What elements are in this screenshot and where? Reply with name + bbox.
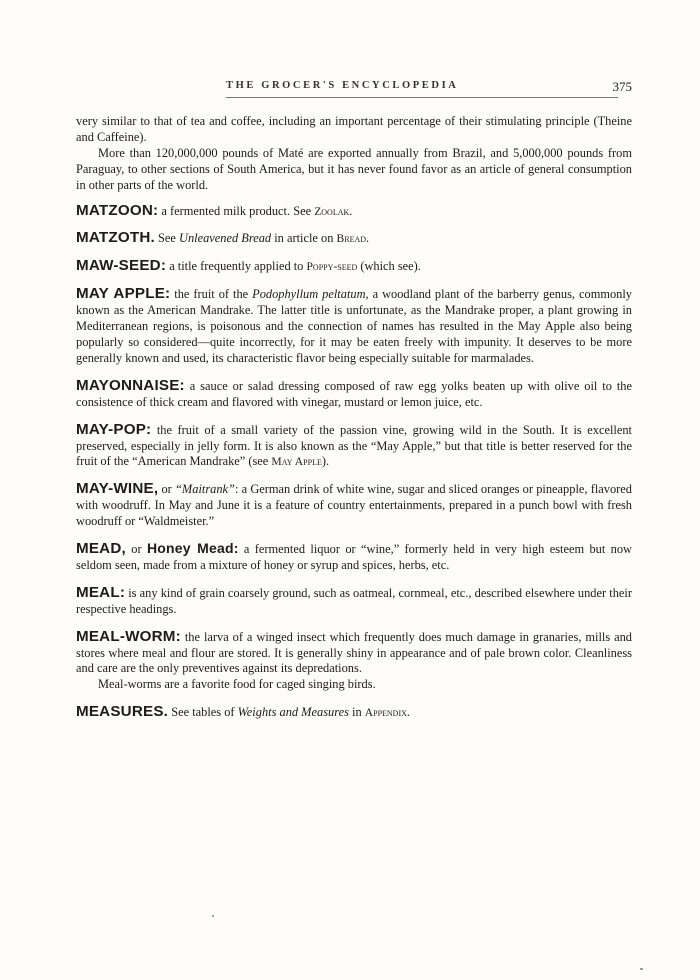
entry-term: MAY-POP:	[76, 420, 152, 438]
cross-reference: Bread	[336, 232, 367, 246]
entry-term: MEAL-WORM:	[76, 627, 181, 645]
entry-mayonnaise: MAYONNAISE: a sauce or salad dressing composed of raw egg yolks beaten up with olive oil to the consistence of thick cream and flavored with vinegar, mustard or lemon juice, etc.	[76, 376, 632, 409]
continuation-paragraph: very similar to that of tea and coffee, including an important percentage of their stimulating principle (Theine and Caffeine).	[76, 114, 632, 144]
cross-reference: May Apple	[271, 455, 322, 469]
entry-matzoon: MATZOON: a fermented milk product. See Zoolak.	[76, 201, 353, 219]
entry-term: MEAD,	[76, 540, 126, 558]
header-rule	[226, 97, 618, 98]
entry-may-wine: MAY-WINE, or “Maitrank”: a German drink of white wine, sugar and sliced oranges or pineapple, flavored with woodruff. In May and June it is a feature of country entertainments, prepared in a punch bowl with fresh woodruff or “Waldmeister.”	[76, 480, 632, 529]
entry-measures: MEASURES. See tables of Weights and Measures in Appendix.	[76, 703, 411, 721]
entry-matzoth: MATZOTH. See Unleavened Bread in article on Bread.	[76, 229, 370, 247]
body-text	[76, 114, 632, 732]
cross-reference: Poppy-seed	[306, 260, 358, 274]
continuation-paragraph-2: More than 120,000,000 pounds of Maté are exported annually from Brazil, and 5,000,000 pounds from Paraguay, to other sections of South America, but it has never found favor as an article of general consumption in other parts of the world.	[76, 145, 632, 192]
cross-reference: Appendix	[364, 706, 407, 720]
entry-maw-seed: MAW-SEED: a title frequently applied to Poppy-seed (which see).	[76, 257, 421, 275]
entry-meal-worm: MEAL-WORM: the larva of a winged insect which frequently does much damage in granaries, mills and stores where meal and flour are stored. It is generally shiny in appearance and of pale brown color. Cleanliness and care are the only preventives against its depredations.	[76, 627, 632, 676]
paper-speck	[212, 915, 214, 917]
running-head	[76, 80, 632, 100]
paper-speck	[640, 968, 643, 970]
entry-may-pop: MAY-POP: the fruit of a small variety of the passion vine, growing wild in the South. It is excellent preserved, especially in jelly form. It is also known as the “May Apple,” but that title is better reserved for the fruit of the “American Mandrake” (see May Apple).	[76, 420, 632, 469]
entry-term: MAY APPLE:	[76, 285, 171, 303]
entry-term: MAYONNAISE:	[76, 376, 185, 394]
entry-term: MEASURES.	[76, 703, 169, 721]
entry-term: MATZOON:	[76, 201, 159, 219]
entry-meal-worm-note: Meal-worms are a favorite food for caged singing birds.	[98, 677, 376, 692]
entry-mead: MEAD, or Honey Mead: a fermented liquor or “wine,” formerly held in very high esteem but now seldom seen, made from a mixture of honey or syrup and spices, herbs, etc.	[76, 540, 632, 572]
entry-term-alt: Honey Mead:	[146, 540, 239, 557]
running-title: THE GROCER'S ENCYCLOPEDIA	[226, 80, 459, 91]
entry-term: MATZOTH.	[76, 229, 155, 247]
entry-may-apple: MAY APPLE: the fruit of the Podophyllum peltatum, a woodland plant of the barberry genus, commonly known as the American Mandrake. The latter title is unfortunate, as the Mandrake proper, a plant growing in Mediterranean regions, is poisonous and the connection of names has resulted in the May Apple also being popularly so considered—quite incorrectly, for it may be eaten freely with impunity. It deserves to be more generally known and used, its characteristic flavor being especially suitable for marmalades.	[76, 285, 632, 365]
entry-meal: MEAL: is any kind of grain coarsely ground, such as oatmeal, cornmeal, etc., described elsewhere under their respective headings.	[76, 583, 632, 616]
entry-term: MAY-WINE,	[76, 480, 159, 498]
entry-term: MEAL:	[76, 583, 126, 601]
cross-reference: Zoolak	[314, 204, 350, 218]
page-number: 375	[612, 79, 632, 94]
entry-term: MAW-SEED:	[76, 257, 167, 275]
